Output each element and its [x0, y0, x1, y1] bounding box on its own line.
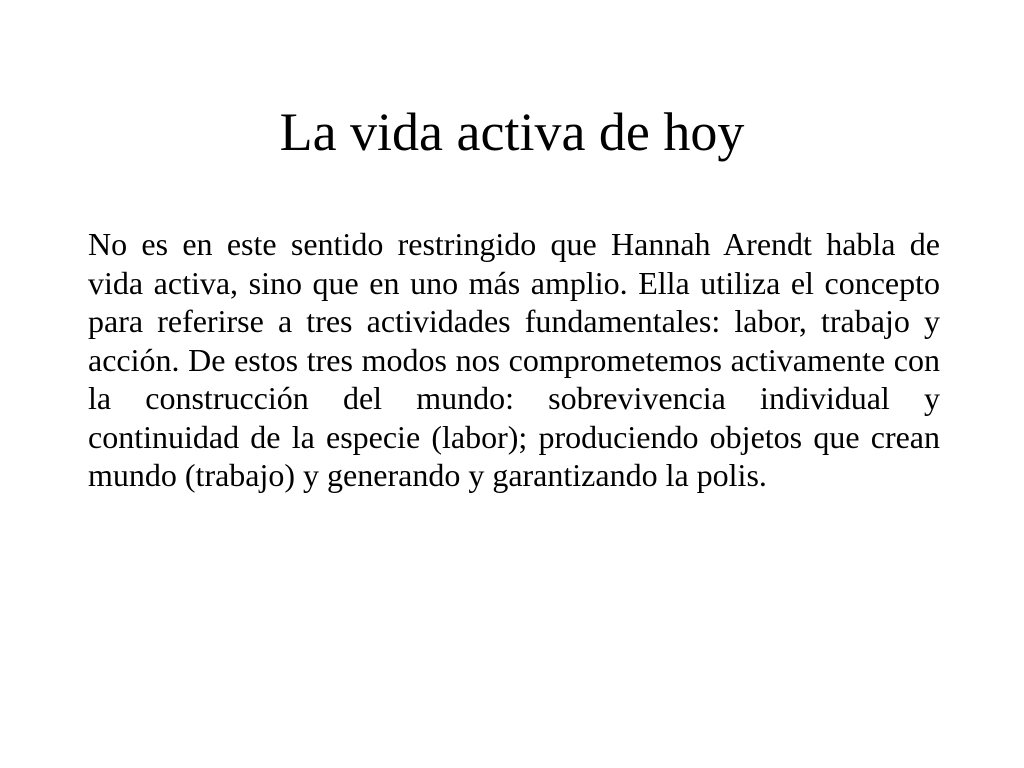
slide-body-text: No es en este sentido restringido que Hannah Arendt habla de vida activa, sino que en uno más amplio. Ella utiliza el concepto para referirse a tres actividades fundamentales: labor, trabajo y acción. De estos tres modos nos comprometemos activamente con la construcción del mundo: sobrevivencia individual y continuidad de la especie (labor); produciendo objetos que crean mundo (trabajo) y generando y garantizando la polis. — [88, 226, 940, 493]
slide-title: La vida activa de hoy — [279, 102, 745, 162]
